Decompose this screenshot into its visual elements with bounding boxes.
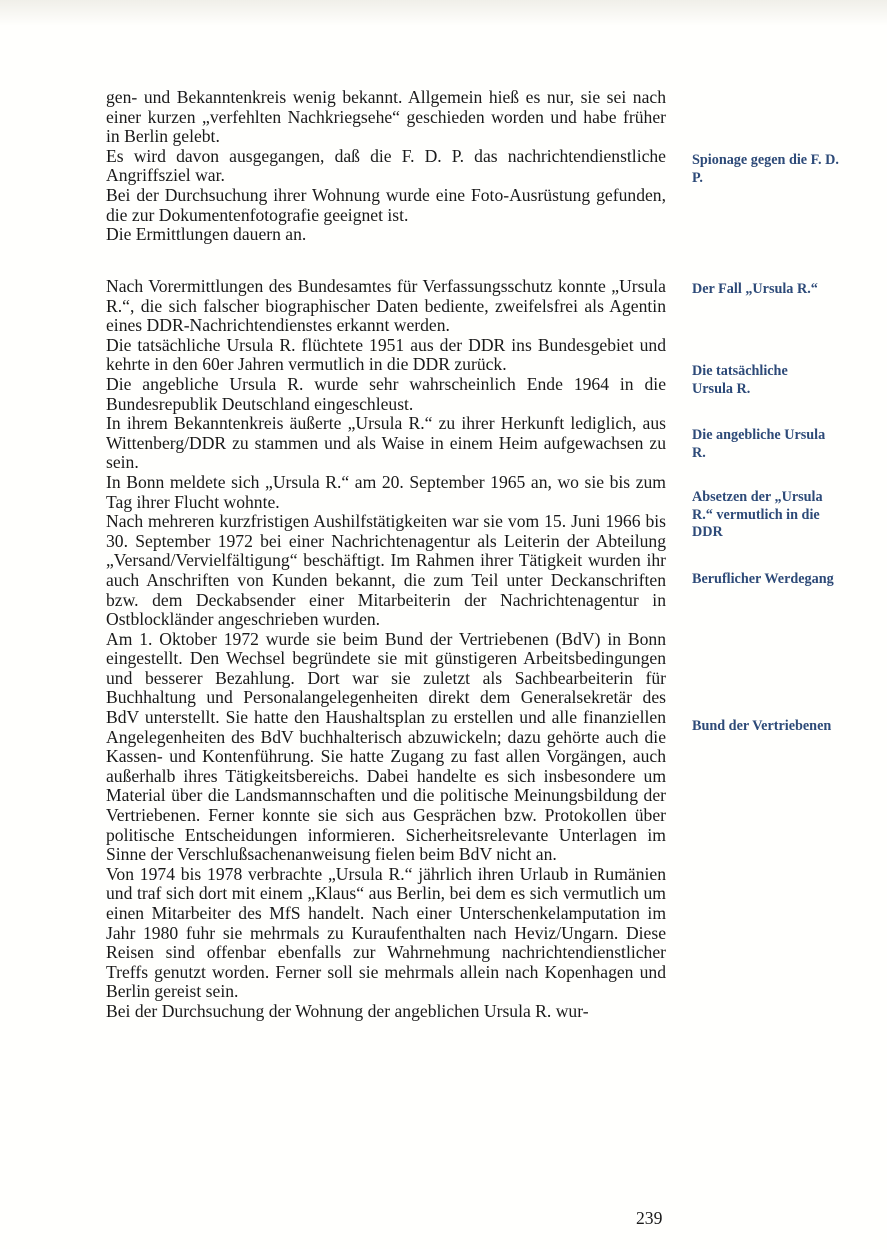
- paragraph: Von 1974 bis 1978 verbrachte „Ursula R.“ jährlich ihren Urlaub in Rumänien und traf sich dort mit einem „Klaus“ aus Berlin, bei dem es sich vermutlich um einen Mitarbeiter des MfS handelt. Nach einer Unterschenkelamputation im Jahr 1980 fuhr sie mehrmals zu Kuraufenthalten nach Heviz/Ungarn. Diese Reisen sind offenbar ebenfalls zur Wahrnehmung nachrichtendienstlicher Treffs genutzt worden. Ferner soll sie mehrmals allein nach Kopenhagen und Berlin gereist sein.: [106, 863, 666, 1002]
- paragraph: Am 1. Oktober 1972 wurde sie beim Bund der Vertriebenen (BdV) in Bonn eingestellt. Den Wechsel begründete sie mit günstigeren Arbeitsbedingungen und besserer Bezahlung. Dort war sie zuletzt als Sachbearbeiterin für Buchhaltung und Personalangelegenheiten direkt dem Generalsekretär des BdV unterstellt. Sie hatte den Haushaltsplan zu erstellen und alle finanziellen Angelegenheiten des BdV buchhalterisch abzuwickeln; dazu gehörte auch die Kassen- und Kontenführung. Sie hatte Zugang zu fast allen Vorgängen, auch außerhalb ihres Tätigkeitsbereichs. Dabei handelte es sich insbesondere um Material über die Landsmannschaften und die politische Meinungsbildung der Vertriebenen. Ferner konnte sie sich aus Gesprächen bzw. Protokollen über politische Entscheidungen informieren. Sicherheitsrelevante Unterlagen im Sinne der Verschlußsachenanweisung fielen beim BdV nicht an.: [106, 628, 666, 865]
- margin-note-fall-ursula: Der Fall „Ursula R.“: [692, 281, 818, 297]
- scan-edge-shadow: [0, 0, 887, 26]
- margin-note-angebliche: Die angebliche Ursula R.: [692, 427, 826, 461]
- margin-note-spionage: Spionage gegen die F. D. P.: [692, 152, 839, 186]
- paragraph: In ihrem Bekanntenkreis äußerte „Ursula R.“ zu ihrer Herkunft lediglich, aus Wittenberg/DDR zu stammen und als Waise in einem Heim aufgewachsen zu sein.: [106, 413, 666, 473]
- paragraph: In Bonn meldete sich „Ursula R.“ am 20. September 1965 an, wo sie bis zum Tag ihrer Flucht wohnte.: [106, 471, 666, 512]
- text-block-2: [106, 277, 666, 1022]
- page-number: 239: [636, 1208, 663, 1228]
- paragraph: Es wird davon ausgegangen, daß die F. D. P. das nachrichtendienstliche Angriffsziel war.: [106, 145, 666, 186]
- paragraph: Bei der Durchsuchung ihrer Wohnung wurde eine Foto-Ausrüstung gefunden, die zur Dokumentenfotografie geeignet ist.: [106, 184, 666, 225]
- text-block-1: [106, 88, 666, 245]
- margin-note-werdegang: Beruflicher Werdegang: [692, 571, 834, 587]
- paragraph: Bei der Durchsuchung der Wohnung der angeblichen Ursula R. wur-: [106, 1000, 589, 1021]
- paragraph: Nach mehreren kurzfristigen Aushilfstätigkeiten war sie vom 15. Juni 1966 bis 30. September 1972 bei einer Nachrichtenagentur als Leiterin der Abteilung „Versand/Vervielfältigung“ beschäftigt. Im Rahmen ihrer Tätigkeit wurden ihr auch Anschriften von Kunden bekannt, die zum Teil unter Deckanschriften bzw. dem Deckabsender einer Mitarbeiterin der Nachrichtenagentur in Ostblockländer angeschrieben wurden.: [106, 511, 666, 630]
- margin-note-bund-der-vertriebenen: Bund der Vertriebenen: [692, 718, 832, 734]
- paragraph: Die angebliche Ursula R. wurde sehr wahrscheinlich Ende 1964 in die Bundesrepublik Deutschland eingeschleust.: [106, 373, 666, 414]
- paragraph: Die Ermittlungen dauern an.: [106, 224, 307, 245]
- paragraph: Die tatsächliche Ursula R. flüchtete 1951 aus der DDR ins Bundesgebiet und kehrte in den 60er Jahren vermutlich in die DDR zurück.: [106, 334, 666, 375]
- paragraph: gen- und Bekanntenkreis wenig bekannt. Allgemein hieß es nur, sie sei nach einer kurzen „verfehlten Nachkriegsehe“ geschieden worden und habe früher in Berlin gelebt.: [106, 87, 666, 147]
- margin-note-absetzen: Absetzen der „Ursula R.“ vermutlich in die DDR: [692, 489, 823, 541]
- margin-note-tatsaechliche: Die tatsächliche Ursula R.: [692, 363, 788, 397]
- paragraph: Nach Vorermittlungen des Bundesamtes für Verfassungsschutz konnte „Ursula R.“, die sich falscher biographischer Daten bediente, zweifelsfrei als Agentin eines DDR-Nachrichtendienstes erkannt werden.: [106, 276, 666, 336]
